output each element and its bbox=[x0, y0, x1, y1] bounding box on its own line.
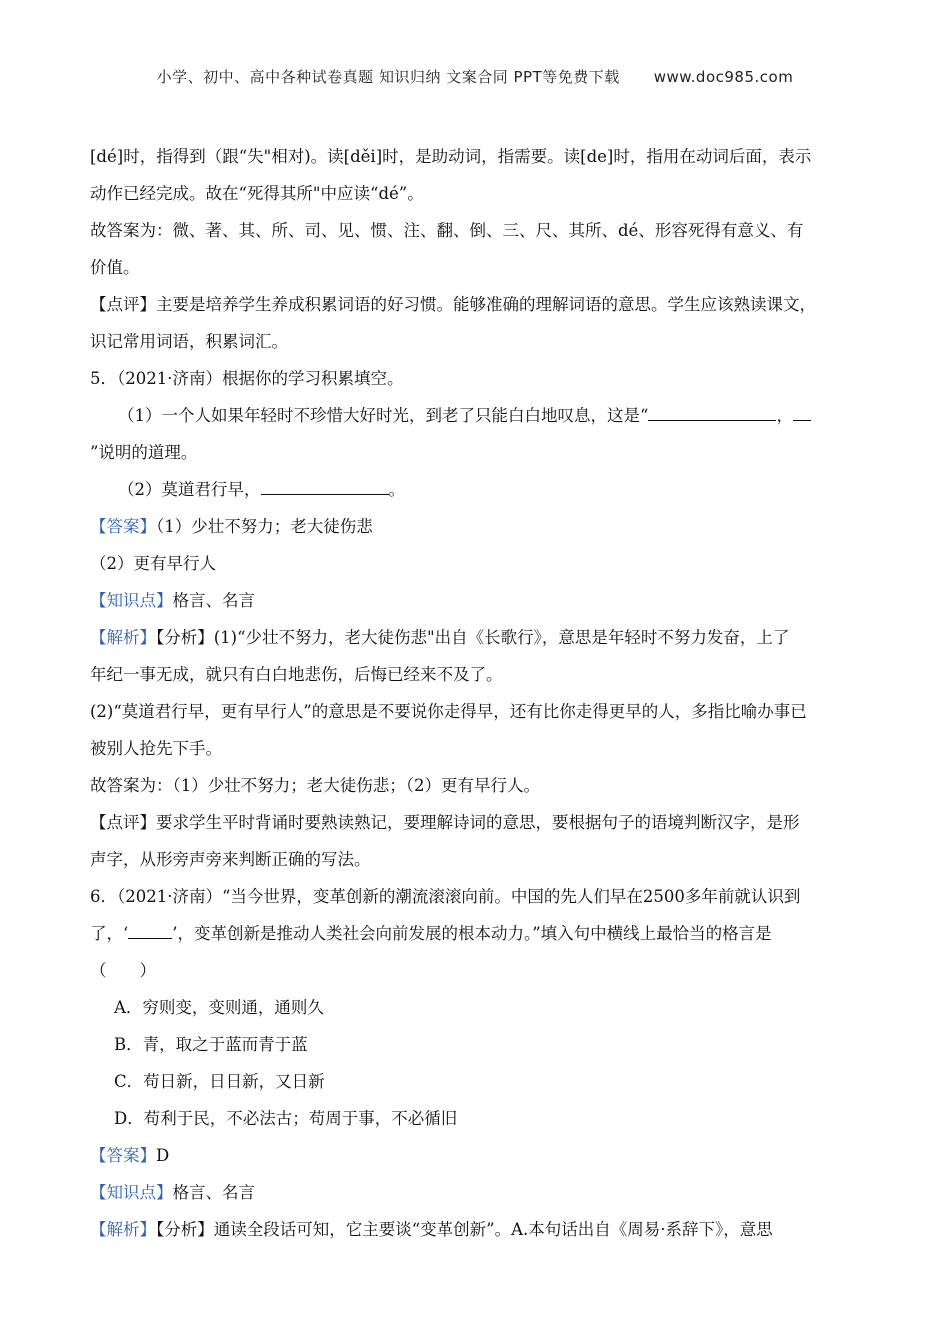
page-header bbox=[0, 66, 950, 87]
knowledge-label: 【知识点】 bbox=[90, 591, 173, 610]
prev-answer-line-2: 价值。 bbox=[90, 258, 140, 277]
q5-analysis-2: 年纪一事无成，就只有白白地悲伤，后悔已经来不及了。 bbox=[90, 665, 503, 684]
q5-final: 故答案为：（1）少壮不努力；老大徒伤悲；（2）更有早行人。 bbox=[90, 776, 540, 795]
prev-line-1: [dé]时，指得到（跟“失"相对)。读[děi]时，是助动词，指需要。读[de]时，指用在动词后面，表示 bbox=[90, 147, 812, 166]
q5-sub1-cont: ”说明的道理。 bbox=[90, 443, 198, 462]
fill-blank bbox=[793, 400, 811, 421]
q5-sub2: （2）莫道君行早， 。 bbox=[90, 471, 860, 508]
q6-line-1: 6．（2021·济南）“当今世界，变革创新的潮流滚滚向前。中国的先人们早在2500多年前就认识到 bbox=[90, 887, 801, 906]
fill-blank bbox=[261, 474, 389, 495]
document-body bbox=[90, 138, 860, 1248]
q6-knowledge: 【知识点】格言、名言 bbox=[90, 1183, 255, 1202]
prev-comment-line-2: 识记常用词语，积累词汇。 bbox=[90, 332, 288, 351]
q5-comment-2: 声字，从形旁声旁来判断正确的写法。 bbox=[90, 850, 371, 869]
q5-comment-1: 【点评】要求学生平时背诵时要熟读熟记，要理解诗词的意思，要根据句子的语境判断汉字，是形 bbox=[90, 813, 800, 832]
q5-sub1: （1）一个人如果年轻时不珍惜大好时光，到老了只能白白地叹息，这是“ ， bbox=[90, 397, 860, 434]
q6-line-3: （ ） bbox=[90, 961, 156, 980]
q6-analysis-1: 【解析】【分析】通读全段话可知，它主要谈“变革创新”。A.本句话出自《周易·系辞下》，意思 bbox=[90, 1220, 773, 1239]
q6-option-b: B．青，取之于蓝而青于蓝 bbox=[114, 1035, 308, 1054]
answer-label: 【答案】 bbox=[90, 1146, 156, 1165]
prev-line-2: 动作已经完成。故在“死得其所"中应读“dé”。 bbox=[90, 184, 424, 203]
q6-line-2: 了，‘ ’，变革创新是推动人类社会向前发展的根本动力。”填入句中横线上最恰当的格言是 bbox=[90, 915, 860, 952]
comment-label: 【点评】 bbox=[90, 813, 156, 832]
fill-blank bbox=[128, 918, 172, 939]
comment-label: 【点评】 bbox=[90, 295, 156, 314]
q5-analysis-3: (2)“莫道君行早，更有早行人”的意思是不要说你走得早，还有比你走得更早的人，多指比喻办事已 bbox=[90, 702, 807, 721]
prev-answer-line-1: 故答案为：微、著、其、所、司、见、惯、注、翻、倒、三、尺、其所、dé、形容死得有意义、有 bbox=[90, 221, 804, 240]
q6-answer: 【答案】D bbox=[90, 1146, 170, 1165]
q5-analysis-4: 被别人抢先下手。 bbox=[90, 739, 222, 758]
q6-option-a: A．穷则变，变则通，通则久 bbox=[114, 998, 324, 1017]
knowledge-label: 【知识点】 bbox=[90, 1183, 173, 1202]
q6-option-c: C．苟日新，日日新，又日新 bbox=[114, 1072, 325, 1091]
q5-title: 5．（2021·济南）根据你的学习积累填空。 bbox=[90, 369, 404, 388]
q5-analysis-1: 【解析】【分析】(1)“少壮不努力，老大徒伤悲"出自《长歌行》，意思是年轻时不努力发奋，上了 bbox=[90, 628, 790, 647]
analysis-label: 【解析】 bbox=[90, 628, 156, 647]
q5-knowledge: 【知识点】格言、名言 bbox=[90, 591, 255, 610]
q5-answer-2: （2）更有早行人 bbox=[90, 554, 216, 573]
q6-option-d: D．苟利于民，不必法古；苟周于事，不必循旧 bbox=[114, 1109, 458, 1128]
q5-answer-1: 【答案】（1）少壮不努力；老大徒伤悲 bbox=[90, 517, 373, 536]
prev-comment-line-1: 【点评】主要是培养学生养成积累词语的好习惯。能够准确的理解词语的意思。学生应该熟读课文， bbox=[90, 295, 816, 314]
header-site-link[interactable]: www.doc985.com bbox=[653, 68, 794, 86]
analysis-label: 【解析】 bbox=[90, 1220, 156, 1239]
answer-label: 【答案】 bbox=[90, 517, 156, 536]
header-text: 小学、初中、高中各种试卷真题 知识归纳 文案合同 PPT等免费下载 bbox=[156, 68, 620, 86]
fill-blank bbox=[648, 400, 776, 421]
